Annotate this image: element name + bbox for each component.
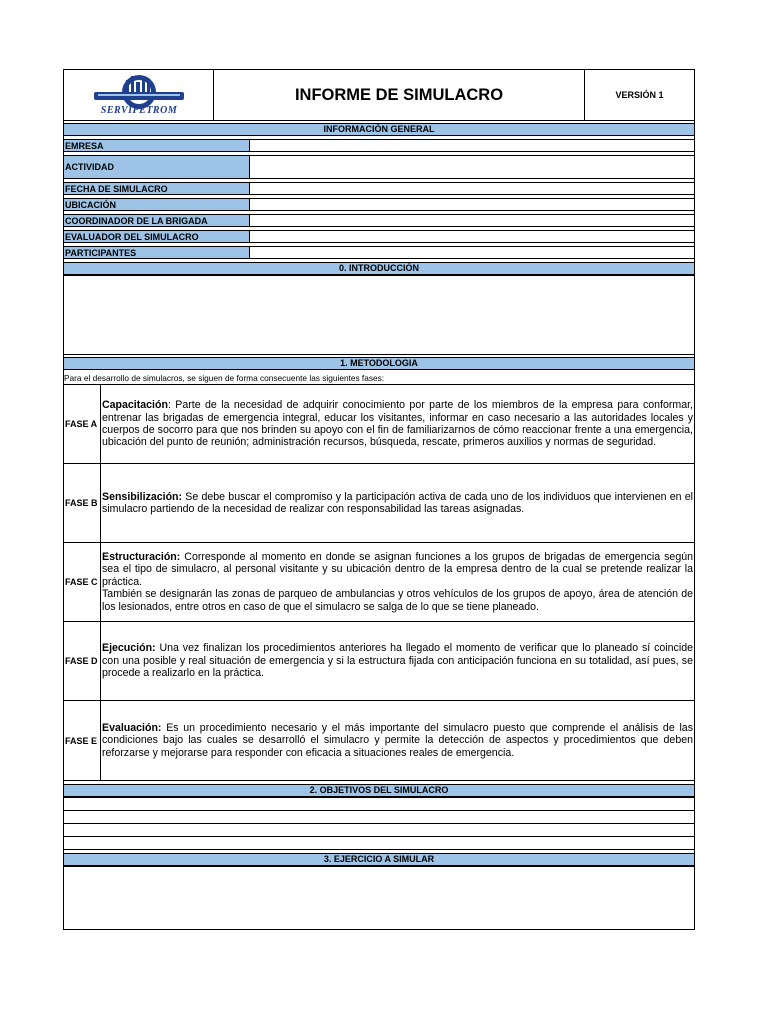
- section-objetivos-header: [63, 784, 695, 797]
- phase-c-paragraph: [102, 551, 693, 588]
- metodologia-note: Para el desarrollo de simulacros, se siguen de forma consecuente las siguientes fases:: [64, 373, 385, 383]
- field-input-actividad[interactable]: [249, 155, 695, 179]
- phase-a-paragraph: [102, 399, 693, 449]
- phase-e-heading: Evaluación:: [102, 721, 162, 734]
- phase-a-label: FASE A: [63, 384, 101, 464]
- field-input-participantes[interactable]: [249, 246, 695, 259]
- objetivos-row[interactable]: [63, 797, 695, 811]
- page-title: INFORME DE SIMULACRO: [294, 85, 504, 104]
- section-intro-header: [63, 262, 695, 275]
- phase-c-text: Corresponde al momento en donde se asignan funciones a los grupos de brigadas de emergencia según sea el tipo de simulacro, al personal visitante y su ubicación dentro de la empresa dentro de la cual se pretende realizar la práctica.: [102, 550, 693, 588]
- phase-b-label: FASE B: [63, 463, 101, 543]
- phase-b-text: Se debe buscar el compromiso y la participación activa de cada uno de los individuos que intervienen en el simulacro partiendo de la necesidad de realizar con responsabilidad las tareas asignadas.: [102, 490, 693, 515]
- phase-d-heading: Ejecución:: [102, 642, 156, 655]
- phase-d-text: Una vez finalizan los procedimientos anteriores ha llegado el momento de verificar que lo planeado sí coincide con una posible y real situación de emergencia y si la estructura fijada con anticipación funciona en su totalidad, así pues, se procede a realizarlo en la práctica.: [102, 642, 693, 680]
- phase-a-cell: [100, 384, 695, 464]
- phase-e-paragraph: [102, 722, 693, 759]
- field-label-coordinador: COORDINADOR DE LA BRIGADA: [63, 214, 250, 227]
- section-ejercicio-header: [63, 853, 695, 866]
- version-label: VERSIÓN 1: [615, 90, 664, 100]
- field-input-ubicacion[interactable]: [249, 198, 695, 211]
- phase-d-cell: [100, 621, 695, 701]
- phase-a-text: : Parte de la necesidad de adquirir conocimiento por parte de los miembros de la empresa para conformar, entrenar las brigadas de emergencia integral, educar los visitantes, informar en caso necesario a las autoridades locales y cuerpos de socorro para que nos brinden su apoyo con el fin de familiarizarnos de cómo reaccionar frente a una emergencia, ubicación del punto de reunión; administración recursos, búsqueda, rescate, primeros auxilios y normas de seguridad.: [102, 399, 693, 449]
- intro-textarea[interactable]: [63, 275, 695, 355]
- field-input-empresa[interactable]: [249, 139, 695, 152]
- section-objetivos-title: 2. OBJETIVOS DEL SIMULACRO: [309, 785, 449, 795]
- field-input-fecha[interactable]: [249, 182, 695, 195]
- objetivos-row[interactable]: [63, 823, 695, 837]
- field-input-coordinador[interactable]: [249, 214, 695, 227]
- section-general-title: INFORMACIÓN GENERAL: [323, 124, 435, 134]
- header-title-cell: [213, 69, 585, 121]
- ejercicio-textarea[interactable]: [63, 866, 695, 930]
- field-label-evaluador: EVALUADOR DEL SIMULACRO: [63, 230, 250, 243]
- field-label-actividad: ACTIVIDAD: [63, 155, 250, 179]
- field-label-empresa: EMRESA: [63, 139, 250, 152]
- field-label-ubicacion: UBICACIÓN: [63, 198, 250, 211]
- phase-e-label: FASE E: [63, 700, 101, 781]
- header-logo-cell: [63, 69, 214, 121]
- field-label-participantes: PARTICIPANTES: [63, 246, 250, 259]
- section-general-header: [63, 123, 695, 136]
- section-metodologia-header: [63, 357, 695, 370]
- phase-c-cell: [100, 542, 695, 622]
- phase-c-heading: Estructuración:: [102, 550, 181, 563]
- phase-e-text: Es un procedimiento necesario y el más importante del simulacro puesto que comprende el análisis de las condiciones bajo las cuales se desarrolló el simulacro y permite la detección de aspectos y procedimientos que deben reforzarse y mejorarse para responder con eficacia a situaciones reales de emergencia.: [102, 721, 693, 759]
- phase-d-label: FASE D: [63, 621, 101, 701]
- field-label-fecha: FECHA DE SIMULACRO: [63, 182, 250, 195]
- objetivos-row[interactable]: [63, 836, 695, 850]
- phase-c-paragraph-2: También se designarán las zonas de parqueo de ambulancias y otros vehículos de los grupos de apoyo, área de atención de los lesionados, entre otros en caso de que el simulacro se salga de lo que se tiene planeado.: [102, 588, 693, 613]
- phase-e-cell: [100, 700, 695, 781]
- field-input-evaluador[interactable]: [249, 230, 695, 243]
- objetivos-row[interactable]: [63, 810, 695, 824]
- section-intro-title: 0. INTRODUCCIÓN: [338, 263, 419, 273]
- gear-icon: [94, 75, 184, 109]
- phase-b-paragraph: [102, 491, 693, 516]
- phase-b-heading: Sensibilización:: [102, 490, 183, 503]
- phase-b-cell: [100, 463, 695, 543]
- company-logo: [64, 70, 214, 120]
- section-ejercicio-title: 3. EJERCICIO A SIMULAR: [323, 854, 435, 864]
- section-metodologia-title: 1. METODOLOGIA: [340, 358, 418, 368]
- logo-wordmark: SERVIPETROM: [100, 105, 178, 116]
- phase-a-heading: Capacitación: [102, 399, 168, 412]
- phase-c-label: FASE C: [63, 542, 101, 622]
- header-version-cell: [584, 69, 695, 121]
- phase-d-paragraph: [102, 642, 693, 679]
